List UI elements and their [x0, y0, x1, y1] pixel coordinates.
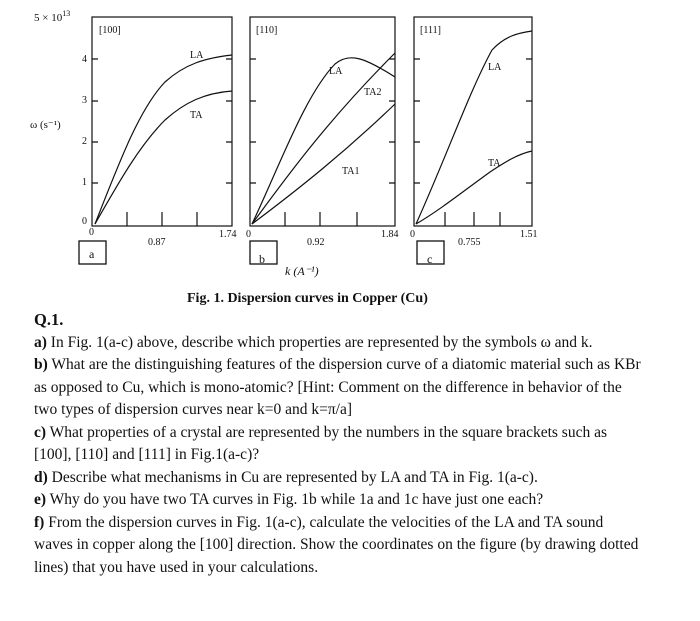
question-b-text: What are the distinguishing features of the dispersion curve of a diatomic material such as KBr as opposed to Cu, which is mono-atomic? [Hint: Comment on the difference in behavior of the two types of dispersion curves near k=0 and k=π/a] — [34, 356, 641, 418]
panel-b-la-curve — [252, 58, 395, 224]
y-tick-label: 1 — [82, 177, 87, 188]
panel-b-x-mid: 0.92 — [307, 237, 325, 248]
panel-a-direction: [100] — [99, 25, 121, 36]
panel-b-x-end: 1.84 — [381, 229, 399, 240]
y-tick-label: 2 — [82, 136, 87, 147]
panel-c-la-curve — [416, 31, 532, 224]
panel-c-x-end: 1.51 — [520, 229, 538, 240]
y-tick-label: 4 — [82, 54, 87, 65]
panel-a-la-label: LA — [190, 50, 204, 61]
panel-c-x-mid: 0.755 — [458, 237, 481, 248]
question-title: Q.1. — [34, 310, 64, 329]
panel-a — [92, 17, 232, 226]
question-d — [34, 467, 644, 490]
question-c-label: c) — [34, 423, 47, 441]
panel-c — [414, 17, 532, 226]
question-c — [34, 422, 644, 467]
panel-a-frame — [92, 17, 232, 226]
panel-c-x-start: 0 — [410, 229, 415, 240]
question-f-label: f) — [34, 513, 45, 531]
question-e-text: Why do you have two TA curves in Fig. 1b while 1a and 1c have just one each? — [49, 491, 544, 508]
panel-c-direction: [111] — [420, 25, 441, 36]
question-b — [34, 354, 644, 422]
panel-a-ta-curve — [95, 91, 232, 224]
panel-a-x-start: 0 — [89, 227, 94, 238]
y-axis-label: ω (s⁻¹) — [30, 119, 61, 131]
question-d-label: d) — [34, 468, 48, 486]
panel-b-ta1-curve — [252, 104, 395, 224]
question-a-label: a) — [34, 333, 47, 351]
panel-b-la-label: LA — [329, 66, 343, 77]
panel-c-ta-label: TA — [488, 158, 501, 169]
dispersion-figure — [0, 0, 700, 310]
panel-b-ta1-label: TA1 — [342, 166, 360, 177]
question-e-label: e) — [34, 491, 47, 508]
x-axis-label: k (A⁻¹) — [285, 264, 319, 278]
question-d-text: Describe what mechanisms in Cu are represented by LA and TA in Fig. 1(a-c). — [51, 468, 538, 486]
question-f-text: From the dispersion curves in Fig. 1(a-c), calculate the velocities of the LA and TA sound waves in copper along the [100] direction. Show the coordinates on the figure (by drawing dotted lines) that you have used in your calculations. — [34, 513, 639, 576]
questions-section — [34, 309, 644, 579]
panel-a-box-label: a — [89, 247, 95, 261]
panel-c-frame — [414, 17, 532, 226]
panel-a-x-end: 1.74 — [219, 229, 237, 240]
question-c-text: What properties of a crystal are represented by the numbers in the square brackets such as [100], [110] and [111] in Fig.1(a-c)? — [34, 423, 608, 463]
scale-label: $5 \times 10^{13}$ — [34, 9, 71, 24]
panel-b-ta2-label: TA2 — [364, 87, 382, 98]
panel-b-x-start: 0 — [246, 229, 251, 240]
question-f — [34, 512, 644, 580]
panel-b-box-label: b — [259, 252, 265, 266]
question-a-text: In Fig. 1(a-c) above, describe which properties are represented by the symbols ω and k. — [50, 333, 593, 351]
figure-caption: Fig. 1. Dispersion curves in Copper (Cu) — [187, 291, 428, 306]
question-e — [34, 489, 644, 512]
y-tick-label: 3 — [82, 95, 87, 106]
panel-b-frame — [250, 17, 395, 226]
panel-b — [250, 17, 395, 226]
panel-a-x-mid: 0.87 — [148, 237, 166, 248]
question-b-label: b) — [34, 356, 48, 373]
panel-a-ta-label: TA — [190, 110, 203, 121]
panel-a-la-curve — [95, 55, 232, 224]
question-a — [34, 332, 644, 355]
panel-c-la-label: LA — [488, 62, 502, 73]
panel-c-box-label: c — [427, 252, 433, 266]
y-tick-label: 0 — [82, 216, 87, 227]
panel-b-direction: [110] — [256, 25, 278, 36]
